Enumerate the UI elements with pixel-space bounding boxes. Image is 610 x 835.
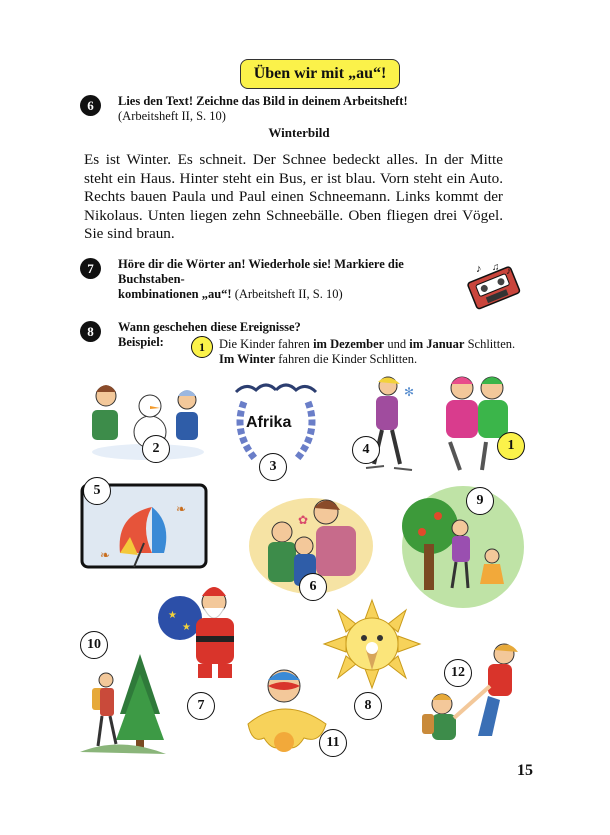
svg-text:★: ★ <box>182 622 191 633</box>
picture-number: 11 <box>326 735 340 750</box>
picture-number-circle <box>80 631 108 659</box>
task6-instruction <box>118 94 518 124</box>
svg-text:✿: ✿ <box>298 513 309 527</box>
reading-text <box>84 151 503 244</box>
cassette-icon <box>462 262 524 315</box>
picture-number-circle <box>259 453 287 481</box>
page-number <box>517 762 533 780</box>
task-number: 7 <box>87 260 94 276</box>
example-number: 1 <box>199 339 205 354</box>
picture-santa <box>158 578 254 693</box>
task7-line2-bold: kombinationen „au“! <box>118 287 232 301</box>
task7-reference: (Arbeitsheft II, S. 10) <box>231 287 343 301</box>
picture-number-circle <box>83 477 111 505</box>
svg-text:♪: ♪ <box>476 263 482 275</box>
picture-number: 8 <box>364 698 372 713</box>
page-number-text: 15 <box>517 762 533 779</box>
africa-label <box>246 414 291 432</box>
svg-text:♪: ♪ <box>506 266 511 277</box>
example-text: und <box>384 337 410 351</box>
task-number: 6 <box>87 97 94 113</box>
picture-number: 3 <box>269 459 277 474</box>
picture-skater <box>356 372 426 487</box>
picture-children-pulling <box>418 640 528 757</box>
svg-text:❧: ❧ <box>100 548 111 562</box>
picture-number: 10 <box>87 637 101 652</box>
example-text: fahren die Kinder Schlitten. <box>275 352 418 366</box>
task-number-badge <box>80 321 101 342</box>
picture-number: 12 <box>451 665 465 680</box>
picture-number-circle <box>497 432 525 460</box>
picture-number-circle <box>466 487 494 515</box>
example-bold: Im Winter <box>219 352 276 366</box>
picture-number-circle <box>187 692 215 720</box>
svg-text:✻: ✻ <box>404 385 415 399</box>
picture-apple-harvest <box>400 484 526 615</box>
picture-number: 4 <box>362 442 370 457</box>
task8-question-text: Wann geschehen diese Ereignisse? <box>118 320 301 334</box>
picture-number-circle <box>444 659 472 687</box>
picture-sun-icecream <box>322 598 422 699</box>
picture-number: 6 <box>309 579 317 594</box>
page-title <box>240 59 400 89</box>
picture-sledding <box>432 366 522 481</box>
picture-carnival-mask <box>244 664 330 769</box>
task7-instruction <box>118 257 473 302</box>
example-bold: im Dezember <box>313 337 385 351</box>
picture-number-circle <box>142 435 170 463</box>
task-number-badge <box>80 258 101 279</box>
text-title-label: Winterbild <box>268 125 330 140</box>
example-label: Beispiel: <box>118 335 164 349</box>
example-text: Schlitten. <box>464 337 516 351</box>
picture-number-circle <box>354 692 382 720</box>
picture-number-circle <box>352 436 380 464</box>
task6-reference: (Arbeitsheft II, S. 10) <box>118 109 226 123</box>
example-sentences <box>219 337 519 367</box>
picture-number-circle <box>299 573 327 601</box>
example-bold: im Januar <box>409 337 465 351</box>
example-number-circle <box>191 336 213 358</box>
svg-text:❧: ❧ <box>176 502 187 516</box>
svg-text:★: ★ <box>168 610 177 621</box>
picture-number: 5 <box>93 483 101 498</box>
picture-number: 7 <box>197 698 205 713</box>
task-number-badge <box>80 95 101 116</box>
picture-number: 9 <box>476 493 484 508</box>
reading-text-body: Es ist Winter. Es schneit. Der Schnee bedeckt alles. In der Mitte steht ein Haus. Hinter steht ein Bus, er ist blau. Vorn steht ein Auto. Rechts bauen Paula und Paul einen Schneemann. Links kommt der Nikolaus. Unten liegen zehn Schneebälle. Oben fliegen drei Vögel. Sie sind braun. <box>84 151 503 243</box>
page-title-text: Üben wir mit „au“! <box>253 65 387 82</box>
task7-line1: Höre dir die Wörter an! Wiederhole sie! Markiere die Buchstaben- <box>118 257 404 286</box>
picture-number: 2 <box>152 441 160 456</box>
picture-hiker <box>80 644 166 761</box>
text-title <box>240 125 358 141</box>
svg-text:♫: ♫ <box>492 262 500 273</box>
task-number: 8 <box>87 323 94 339</box>
picture-number-circle <box>319 729 347 757</box>
africa-label-text: Afrika <box>246 414 292 431</box>
example-text: Die Kinder fahren <box>219 337 314 351</box>
picture-number: 1 <box>507 438 515 453</box>
task6-instruction-text: Lies den Text! Zeichne das Bild in deinem Arbeitsheft! <box>118 94 408 108</box>
